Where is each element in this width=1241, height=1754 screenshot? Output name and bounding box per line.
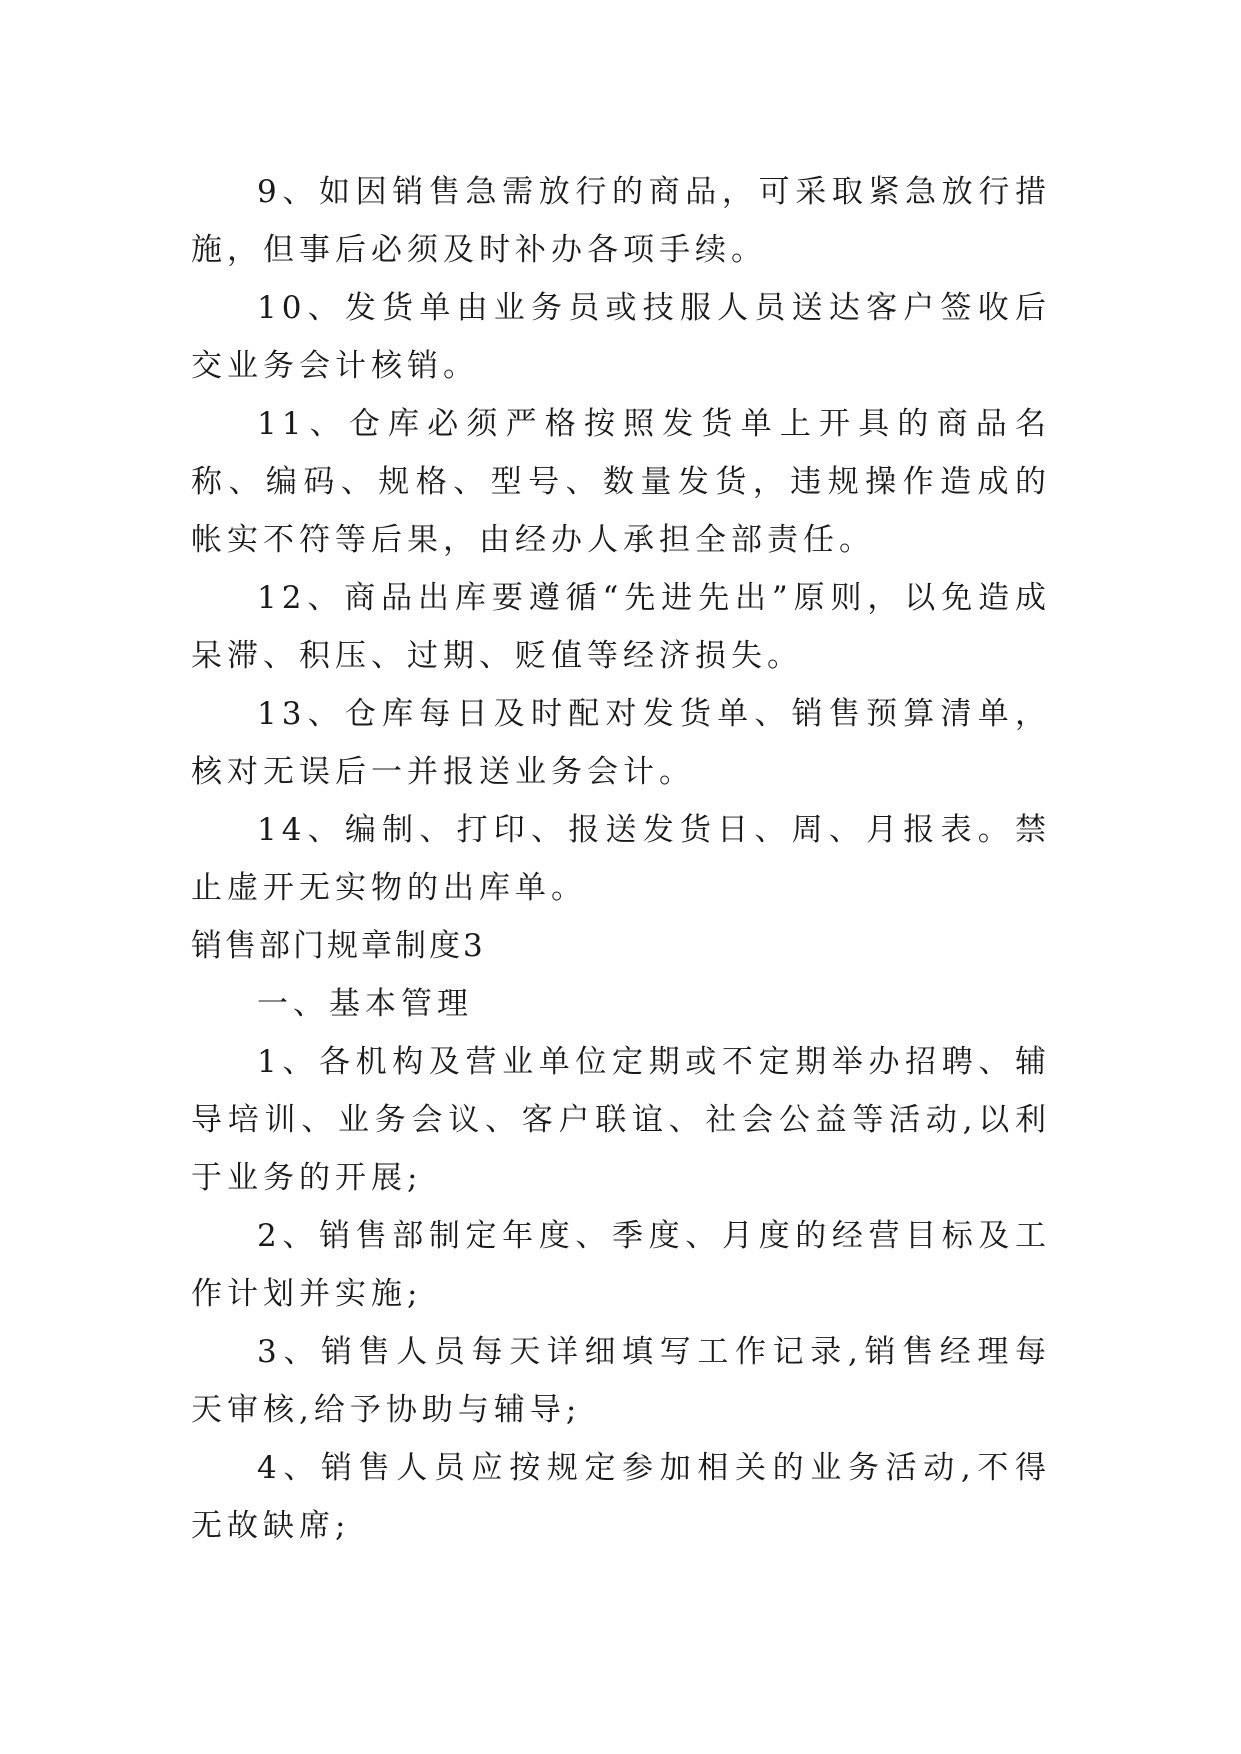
paragraph-item-11: 11、仓库必须严格按照发货单上开具的商品名称、编码、规格、型号、数量发货，违规操作造成的帐实不符等后果，由经办人承担全部责任。 — [191, 406, 1051, 558]
paragraph-item-13: 13、仓库每日及时配对发货单、销售预算清单，核对无误后一并报送业务会计。 — [191, 696, 1051, 790]
paragraph-item-9: 9、如因销售急需放行的商品，可采取紧急放行措施，但事后必须及时补办各项手续。 — [191, 174, 1051, 268]
rule-item-4: 4、销售人员应按规定参加相关的业务活动,不得无故缺席; — [191, 1450, 1051, 1544]
rule-item-1: 1、各机构及营业单位定期或不定期举办招聘、辅导培训、业务会议、客户联谊、社会公益等活动,以利于业务的开展; — [191, 1044, 1051, 1196]
document-body — [191, 163, 1051, 1555]
rule-item-3: 3、销售人员每天详细填写工作记录,销售经理每天审核,给予协助与辅导; — [191, 1334, 1051, 1428]
subsection-heading: 一、基本管理 — [257, 986, 473, 1022]
paragraph-item-12: 12、商品出库要遵循“先进先出”原则，以免造成呆滞、积压、过期、贬值等经济损失。 — [191, 580, 1051, 674]
section-title: 销售部门规章制度3 — [191, 928, 486, 964]
rule-item-2: 2、销售部制定年度、季度、月度的经营目标及工作计划并实施; — [191, 1218, 1051, 1312]
paragraph-item-10: 10、发货单由业务员或技服人员送达客户签收后交业务会计核销。 — [191, 290, 1051, 384]
paragraph-item-14: 14、编制、打印、报送发货日、周、月报表。禁止虚开无实物的出库单。 — [191, 812, 1051, 906]
